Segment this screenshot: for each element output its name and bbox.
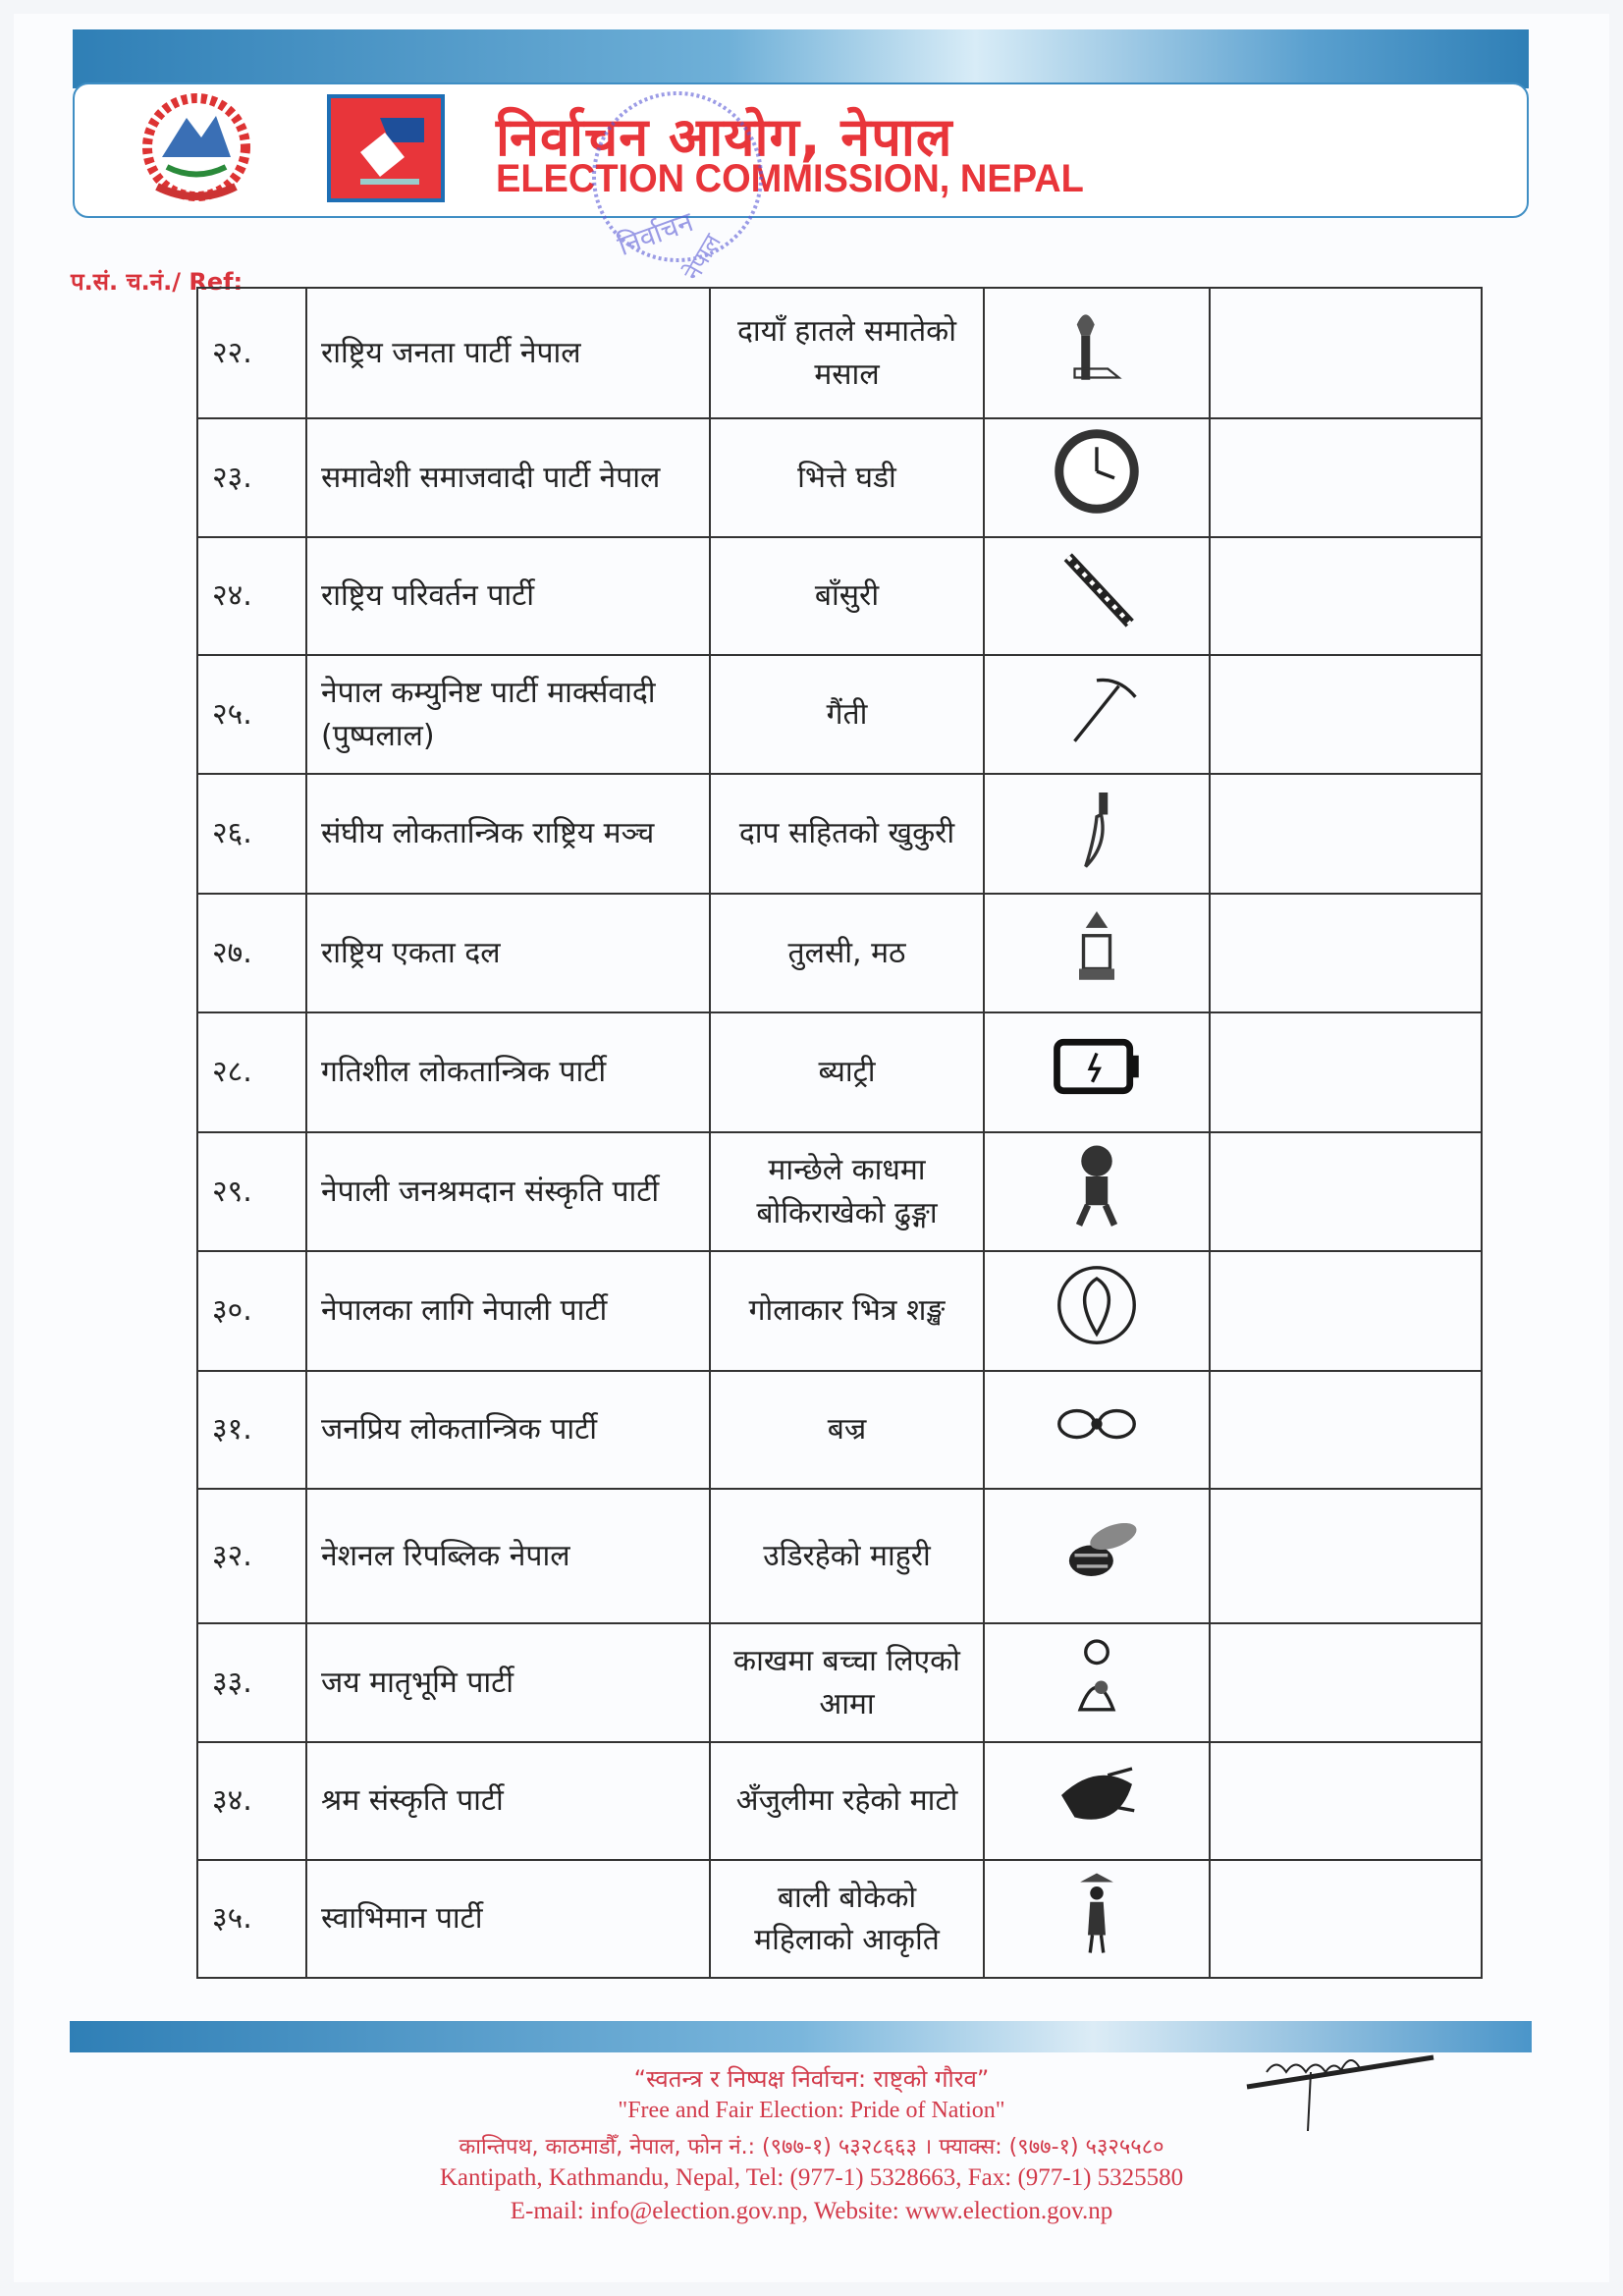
table-row [197,1251,1482,1371]
symbol-name: गोलाकार भित्र शङ्ख [710,1251,984,1371]
symbol-name: मान्छेले काधमा बोकिराखेको ढुङ्गा [710,1132,984,1251]
row-number: ३१. [197,1371,306,1489]
header-band [73,29,1529,88]
symbol-name: दायाँ हातले समातेको मसाल [710,288,984,418]
torch-icon [1053,302,1141,391]
party-name: संघीय लोकतान्त्रिक राष्ट्रिय मञ्च [306,774,710,894]
table-row [197,1742,1482,1860]
row-number: २६. [197,774,306,894]
row-number: २४. [197,537,306,655]
org-title-english: ELECTION COMMISSION, NEPAL [496,157,1084,200]
org-title-nepali: निर्वाचन आयोग, नेपाल [496,106,953,168]
party-name: नेपाली जनश्रमदान संस्कृति पार्टी [306,1132,710,1251]
symbol-name: भित्ते घडी [710,418,984,537]
address-english: Kantipath, Kathmandu, Nepal, Tel: (977-1) 5328663, Fax: (977-1) 5325580 [439,2164,1184,2191]
empty-cell [1210,1251,1482,1371]
motto-nepali: “स्वतन्त्र र निष्पक्ष निर्वाचन: राष्ट्को गौरव” [633,2065,990,2093]
row-number: २७. [197,894,306,1012]
empty-cell [1210,1371,1482,1489]
row-number: २२. [197,288,306,418]
table-row [197,1623,1482,1742]
mother-child-icon [1053,1632,1141,1721]
conch-in-circle-icon [1053,1261,1141,1349]
nepal-emblem-icon [128,88,265,206]
row-number: २८. [197,1012,306,1132]
symbol-name: ब्याट्री [710,1012,984,1132]
row-number: २९. [197,1132,306,1251]
empty-cell [1210,1623,1482,1742]
table-row [197,1371,1482,1489]
row-number: ३२. [197,1489,306,1623]
empty-cell [1210,1742,1482,1860]
party-name: जय मातृभूमि पार्टी [306,1623,710,1742]
row-number: ३५. [197,1860,306,1978]
symbol-name: दाप सहितको खुकुरी [710,774,984,894]
table-row [197,288,1482,418]
table-row [197,894,1482,1012]
official-stamp-icon [579,69,776,285]
party-name: श्रम संस्कृति पार्टी [306,1742,710,1860]
vajra-icon [1053,1380,1141,1468]
table-row [197,1860,1482,1978]
row-number: ३०. [197,1251,306,1371]
table-row [197,1132,1482,1251]
empty-cell [1210,1012,1482,1132]
tulsi-shrine-icon [1053,902,1141,991]
empty-cell [1210,1489,1482,1623]
svg-text:निर्वाचन: निर्वाचन [613,205,698,263]
party-name: गतिशील लोकतान्त्रिक पार्टी [306,1012,710,1132]
reference-label: प.सं. च.नं./ Ref: [71,268,243,296]
party-symbols-table [196,287,1483,1979]
party-name: नेशनल रिपब्लिक नेपाल [306,1489,710,1623]
election-commission-logo-icon [327,94,445,202]
row-number: ३४. [197,1742,306,1860]
wall-clock-icon [1053,427,1141,516]
table-row [197,418,1482,537]
table-row [197,1012,1482,1132]
row-number: २५. [197,655,306,774]
empty-cell [1210,1860,1482,1978]
symbol-name: गैंती [710,655,984,774]
symbol-name: अँजुलीमा रहेको माटो [710,1742,984,1860]
table-row [197,1489,1482,1623]
party-name: राष्ट्रिय जनता पार्टी नेपाल [306,288,710,418]
empty-cell [1210,418,1482,537]
khukuri-icon [1053,784,1141,872]
empty-cell [1210,1132,1482,1251]
bee-icon [1053,1505,1141,1594]
party-name: नेपालका लागि नेपाली पार्टी [306,1251,710,1371]
hands-soil-icon [1053,1751,1141,1839]
flute-icon [1053,546,1141,634]
party-name: स्वाभिमान पार्टी [306,1860,710,1978]
party-name: राष्ट्रिय एकता दल [306,894,710,1012]
symbol-name: तुलसी, मठ [710,894,984,1012]
symbol-name: उडिरहेको माहुरी [710,1489,984,1623]
woman-carrying-crop-icon [1053,1869,1141,1957]
symbol-name: बाँसुरी [710,537,984,655]
empty-cell [1210,774,1482,894]
empty-cell [1210,537,1482,655]
symbol-name: बाली बोकेको महिलाको आकृति [710,1860,984,1978]
empty-cell [1210,655,1482,774]
battery-icon [1053,1022,1141,1111]
table-row [197,537,1482,655]
party-name: जनप्रिय लोकतान्त्रिक पार्टी [306,1371,710,1489]
symbol-name: बज्र [710,1371,984,1489]
contact-info: E-mail: info@election.gov.np, Website: www.election.gov.np [510,2198,1113,2224]
party-name: राष्ट्रिय परिवर्तन पार्टी [306,537,710,655]
man-carrying-stone-icon [1053,1141,1141,1230]
symbol-name: काखमा बच्चा लिएको आमा [710,1623,984,1742]
svg-text:नेपाल: नेपाल [677,229,727,285]
party-name: समावेशी समाजवादी पार्टी नेपाल [306,418,710,537]
table-row [197,774,1482,894]
row-number: ३३. [197,1623,306,1742]
pickaxe-icon [1053,664,1141,752]
table-row [197,655,1482,774]
address-nepali: कान्तिपथ, काठमाडौँ, नेपाल, फोन नं.: (९७७-१) ५३२८६६३ । फ्याक्स: (९७७-१) ५३२५५८० [459,2135,1164,2159]
row-number: २३. [197,418,306,537]
empty-cell [1210,894,1482,1012]
empty-cell [1210,288,1482,418]
motto-english: "Free and Fair Election: Pride of Nation" [618,2098,1005,2123]
party-name: नेपाल कम्युनिष्ट पार्टी मार्क्सवादी (पुष्पलाल) [306,655,710,774]
